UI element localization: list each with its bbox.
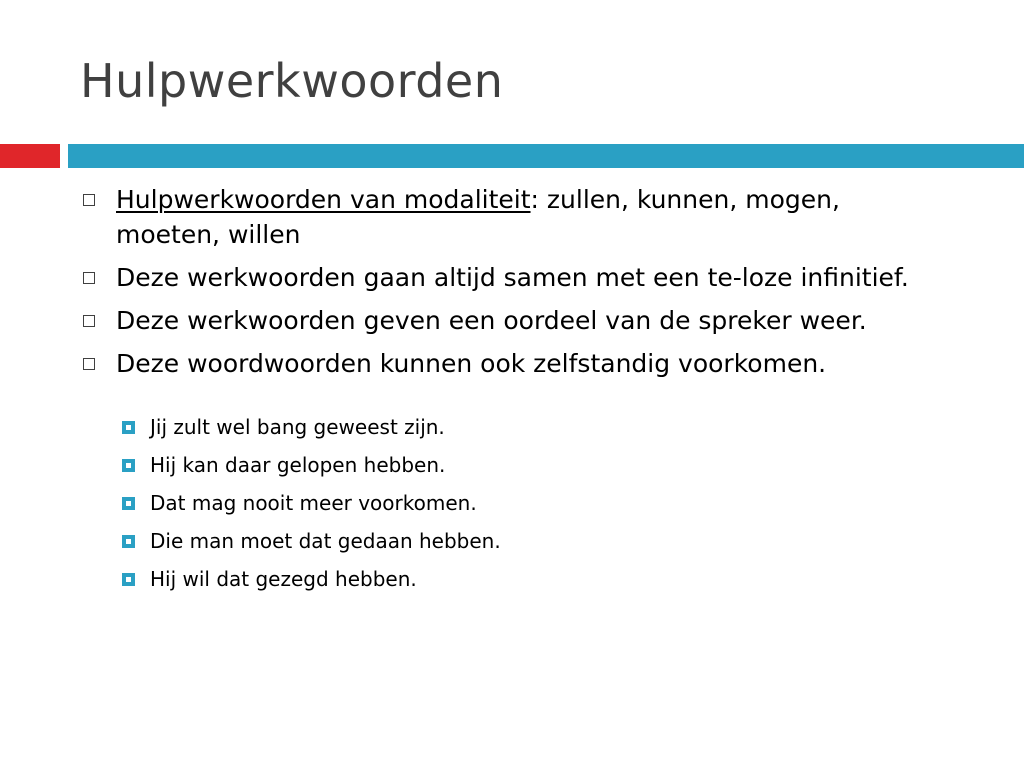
bullet-text: Deze woordwoorden kunnen ook zelfstandig voorkomen. [116,349,827,378]
slide-title: Hulpwerkwoorden [80,54,504,108]
blue-square-bullet-icon [122,459,135,472]
example-item [122,565,980,593]
bullet-item [80,182,946,252]
bullet-text: Deze werkwoorden gaan altijd samen met een te-loze infinitief. [116,263,909,292]
example-item [122,413,980,441]
blue-accent-bar [68,144,1024,168]
bullet-item [80,303,946,338]
blue-square-bullet-icon [122,497,135,510]
bullet-text: : zullen, kunnen, mogen, moeten, willen [116,185,840,249]
example-text: Hij kan daar gelopen hebben. [150,453,446,477]
bullet-underlined-term: Hulpwerkwoorden van modaliteit [116,185,531,214]
bullet-item [80,346,946,381]
hollow-square-bullet-icon [83,194,95,206]
example-item [122,489,980,517]
example-list [80,413,980,593]
example-text: Jij zult wel bang geweest zijn. [150,415,445,439]
hollow-square-bullet-icon [83,272,95,284]
bullet-text: Deze werkwoorden geven een oordeel van de spreker weer. [116,306,867,335]
example-item [122,527,980,555]
hollow-square-bullet-icon [83,358,95,370]
blue-square-bullet-icon [122,535,135,548]
slide-content [80,182,980,603]
blue-square-bullet-icon [122,421,135,434]
hollow-square-bullet-icon [83,315,95,327]
bullet-item [80,260,946,295]
example-text: Dat mag nooit meer voorkomen. [150,491,477,515]
blue-square-bullet-icon [122,573,135,586]
example-text: Hij wil dat gezegd hebben. [150,567,417,591]
red-accent-bar [0,144,60,168]
example-item [122,451,980,479]
example-text: Die man moet dat gedaan hebben. [150,529,501,553]
